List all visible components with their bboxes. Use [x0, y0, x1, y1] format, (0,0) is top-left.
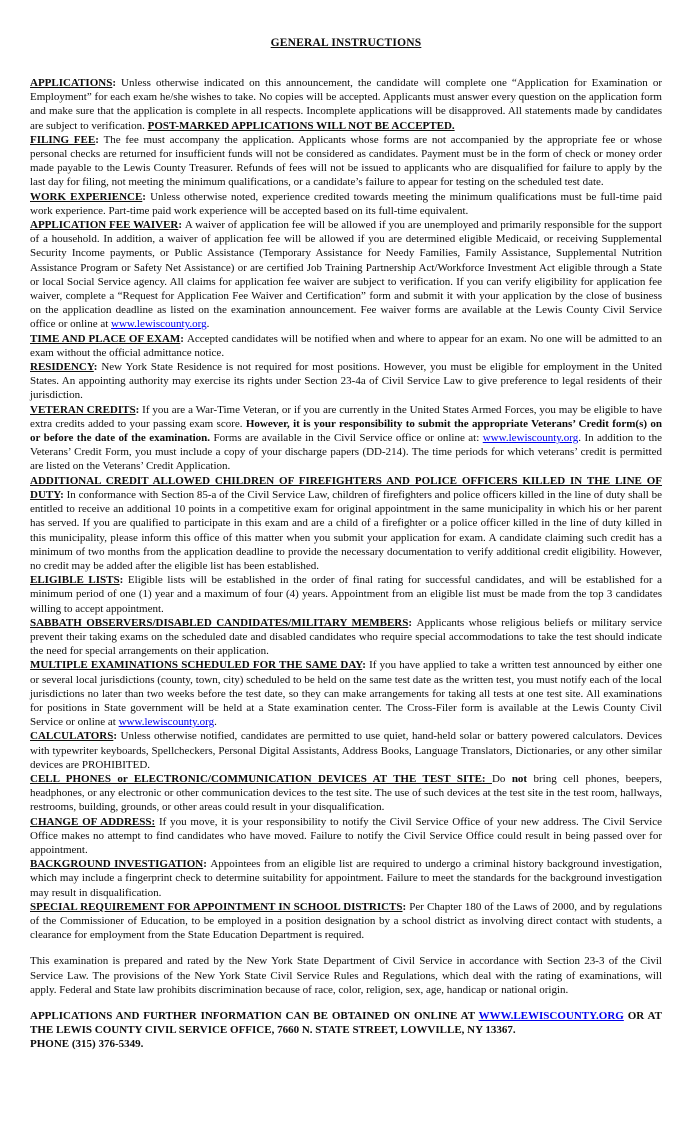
text-segment: If you move, it is your responsibility to notify the Civil Service Office of your new address. The Civil Service Office makes no attempt to find candidates who have moved. Failure to notify the Civil Service Office could result in being passed over for appointment. [30, 815, 663, 856]
text-segment: Unless otherwise indicated on this announcement, the candidate will complete one “Application for Examination or Employment” for each exam he/she wishes to take. No copies will be accepted. Applicants must answer every question on the application form and make sure that the application is complete in all respects. Incomplete applications will be disapproved. All statements made by candidates are subject to verification. [30, 77, 662, 132]
paragraph-heading-additional-credit-children-firefighters-police: ADDITIONAL CREDIT ALLOWED CHILDREN OF FIREFIGHTERS AND POLICE OFFICERS KILLED IN THE LINE OF DUTY [30, 474, 662, 501]
lewiscounty-link[interactable]: www.lewiscounty.org [482, 432, 579, 445]
paragraph-residency [30, 360, 662, 403]
paragraph-filing-fee [30, 133, 662, 190]
lewiscounty-link[interactable]: www.lewiscounty.org [111, 318, 207, 331]
paragraph-background-investigation [30, 857, 662, 900]
paragraph-sabbath-observers-disabled-military [30, 616, 662, 659]
paragraph-veteran-credits [30, 403, 662, 474]
text-segment: Unless otherwise notified, candidates are permitted to use quiet, hand-held solar or battery powered calculators. Devices with typewriter keyboards, Spellcheckers, Personal Digital Assistants, Address Books, Language Translators, Dictionaries, or any other similar devices are PROHIBITED. [30, 730, 662, 771]
text-segment: Eligible lists will be established in the order of final rating for successful candidates, and will be established for a minimum period of one (1) year and a maximum of four (4) years. Appointment from an eligible list must be made from the top 3 candidates willing to accept appointment. [30, 574, 663, 615]
paragraph-spacer [30, 942, 662, 954]
paragraph-heading-calculators: CALCULATORS [30, 730, 114, 743]
heading-separator: : [362, 659, 370, 672]
text-segment: APPLICATIONS AND FURTHER INFORMATION CAN BE OBTAINED ON ONLINE AT [30, 1010, 479, 1022]
paragraph-heading-applications: APPLICATIONS [30, 77, 113, 89]
heading-separator: : [178, 219, 185, 232]
paragraph-heading-change-of-address: CHANGE OF ADDRESS: [30, 815, 156, 828]
heading-separator: : [93, 361, 102, 374]
paragraph-heading-multiple-examinations-same-day: MULTIPLE EXAMINATIONS SCHEDULED FOR THE SAME DAY [30, 659, 363, 672]
paragraph-contact-info [30, 1009, 662, 1052]
paragraph-heading-eligible-lists: ELIGIBLE LISTS [30, 574, 120, 587]
text-segment: Accepted candidates will be notified when and where to appear for an exam. No one will be admitted to an exam without the official admittance notice. [30, 332, 662, 359]
lewiscounty-link[interactable]: WWW.LEWISCOUNTY.ORG [478, 1010, 624, 1022]
paragraph-work-experience [30, 190, 662, 218]
heading-separator: : [142, 190, 151, 203]
paragraph-spacer [30, 997, 662, 1009]
heading-separator: : [119, 574, 128, 587]
text-segment: Applicants whose religious beliefs or military service prevent their taking exams on the scheduled date and disabled candidates who require special accommodations to take the test should indicate the need for special arrangements on their application. [30, 616, 663, 658]
text-segment: . [214, 716, 217, 729]
heading-separator: : [60, 488, 67, 501]
text-segment: Appointees from an eligible list are required to undergo a criminal history background investigation, which may include a fingerprint check to determine suitability for appointment. Failure to meet the standards for the background investigation may result in disqualification. [30, 858, 662, 899]
paragraph-multiple-examinations-same-day [30, 658, 662, 729]
paragraph-additional-credit-children-firefighters-police [30, 474, 662, 573]
heading-separator: : [402, 900, 410, 913]
text-segment: Per Chapter 180 of the Laws of 2000, and by regulations of the Commissioner of Education, to be employed in a position designation by a school district as involving direct contact with students, a clearance for employment from the State Education Department is required. [30, 900, 662, 942]
paragraph-heading-time-and-place-of-exam: TIME AND PLACE OF EXAM [30, 332, 181, 345]
paragraph-change-of-address [30, 815, 662, 858]
heading-separator: : [180, 332, 187, 345]
paragraph-application-fee-waiver [30, 218, 662, 332]
paragraph-heading-work-experience: WORK EXPERIENCE [30, 190, 143, 203]
document-body [30, 76, 662, 1052]
heading-separator: : [203, 858, 211, 871]
text-segment: Unless otherwise noted, experience credited towards meeting the minimum qualifications must be full-time paid work experience. Part-time paid work experience will be accepted based on its full-time equivalent. [30, 190, 662, 217]
paragraph-heading-application-fee-waiver: APPLICATION FEE WAIVER [30, 219, 179, 232]
paragraph-heading-special-requirement-school-districts: SPECIAL REQUIREMENT FOR APPOINTMENT IN SCHOOL DISTRICTS [30, 900, 403, 913]
paragraph-heading-background-investigation: BACKGROUND INVESTIGATION [30, 858, 204, 871]
text-segment: The fee must accompany the application. Applicants whose forms are not accompanied by the appropriate fee or whose personal checks are returned for insufficient funds will not be considered as candidates. Payment must be in the form of check or money order made payable to the Lewis County Treasurer. Refunds of fees will not be issued to applicants who are disqualified for failure to apply by the last day for filing, not meeting the minimum qualifications, or a candidate’s failure to appear for testing on the scheduled test date. [30, 133, 662, 189]
paragraph-heading-sabbath-observers-disabled-military: SABBATH OBSERVERS/DISABLED CANDIDATES/MILITARY MEMBERS [30, 616, 409, 629]
paragraph-applications [30, 76, 662, 133]
text-segment: not [511, 772, 528, 785]
heading-separator: : [112, 77, 121, 89]
text-segment: . In addition to the Veterans’ Credit Form, you must include a copy of your discharge papers (DD-214). The time periods for which veterans’ credit is permitted are listed on the Veterans’ Credit Application. [30, 432, 662, 473]
paragraph-heading-veteran-credits: VETERAN CREDITS [30, 403, 136, 416]
lewiscounty-link[interactable]: www.lewiscounty.org [118, 716, 215, 729]
heading-separator: : [408, 616, 417, 629]
text-segment: PHONE (315) 376-5349. [30, 1038, 144, 1051]
text-segment: Forms are available in the Civil Service office or online at: [210, 432, 483, 445]
text-segment: . [206, 318, 210, 331]
text-segment: Do [491, 772, 512, 785]
text-segment: If you have applied to take a written test announced by either one or several local jurisdictions (county, town, city) scheduled to be held on the same test date as the written test, you must notify each of the local jurisdictions no later than two weeks before the test date, so they can make arrangements for taking all tests at one test site. All examinations for positions in State government will be held at a State examination center. The Cross-Filer form is available at the Lewis County Civil Service or online at [30, 659, 662, 729]
text-segment: New York State Residence is not required for most positions. However, you must be eligible for employment in the United States. An appointing authority may exercise its rights under Section 23-4a of Civil Service Law to give preference to legal residents of their jurisdiction. [30, 361, 662, 402]
text-segment: OR AT THE LEWIS COUNTY CIVIL SERVICE OFFICE, 7660 N. STATE STREET, LOWVILLE, NY 13367. [30, 1010, 662, 1037]
heading-separator: : [135, 403, 143, 416]
text-segment: This examination is prepared and rated by the New York State Department of Civil Service in accordance with Section 23-3 of the Civil Service Law. The provisions of the New York State Civil Service Rules and Regulations, which deal with the rating of examinations, will apply. Federal and State law prohibits discrimination because of race, color, religion, sex, age, handicap or national origin. [30, 955, 662, 996]
paragraph-exam-prepared-note [30, 954, 662, 997]
text-segment: A waiver of application fee will be allowed if you are unemployed and primarily responsible for the support of a household. In addition, a waiver of application fee will be allowed if you are determined eligible Medicaid, or receiving Supplemental Security Income payments, or Public Assistance (Temporary Assistance for Needy Families, Family Assistance, Supplemental Nutrition Assistance Program or Safety Net Assistance) or are certified Job Training Partnership Act/Workforce Investment Act eligible through a State or local Social Service agency. All claims for application fee waiver are subject to verification. If you can verify eligibility for application fee waiver, complete a “Request for Application Fee Waiver and Certification” form and submit it with your application by the close of business on the application deadline as listed on the examination announcement. Fee waiver forms are available at the Lewis County Civil Service office or online at [30, 219, 662, 331]
paragraph-special-requirement-school-districts [30, 900, 662, 943]
paragraph-heading-cell-phones-electronic-devices: CELL PHONES or ELECTRONIC/COMMUNICATION DEVICES AT THE TEST SITE: [30, 772, 492, 785]
text-segment: bring cell phones, beepers, headphones, or any electronic or other communication devices to the test site. The use of such devices at the test site in the test room, hallways, restrooms, building, grounds, or other areas could result in your disqualification. [30, 772, 662, 814]
text-segment: In conformance with Section 85-a of the Civil Service Law, children of firefighters and police officers killed in the line of duty shall be entitled to receive an additional 10 points in a competitive exam for original appointment in the same municipality in which his or her parent has served. If you are qualified to participate in this exam and are a child of a firefighter or a police officer killed in the line of duty killed in this municipality, please inform this office of this matter when you submit your application for exam. A candidate claiming such credit has a minimum of two months from the application deadline to provide the necessary documentation to verify additional credit eligibility. However, no credit may be added after the eligible list has been established. [30, 488, 662, 572]
paragraph-cell-phones-electronic-devices [30, 772, 662, 815]
paragraph-time-and-place-of-exam [30, 332, 662, 360]
text-segment: However, it is your responsibility to submit the appropriate Veterans’ Credit form(s) on or before the date of the examination. [30, 417, 662, 445]
text-segment: If you are a War-Time Veteran, or if you are currently in the United States Armed Forces, you may be eligible to have extra credits added to your passing exam score. [30, 403, 662, 430]
paragraph-eligible-lists [30, 573, 662, 616]
paragraph-heading-filing-fee: FILING FEE [30, 133, 96, 146]
paragraph-calculators [30, 729, 662, 772]
page-title: GENERAL INSTRUCTIONS [270, 37, 422, 49]
text-segment: POST-MARKED APPLICATIONS WILL NOT BE ACCEPTED. [147, 119, 455, 132]
heading-separator: : [95, 133, 104, 146]
heading-separator: : [113, 730, 121, 743]
paragraph-heading-residency: RESIDENCY [30, 361, 94, 374]
